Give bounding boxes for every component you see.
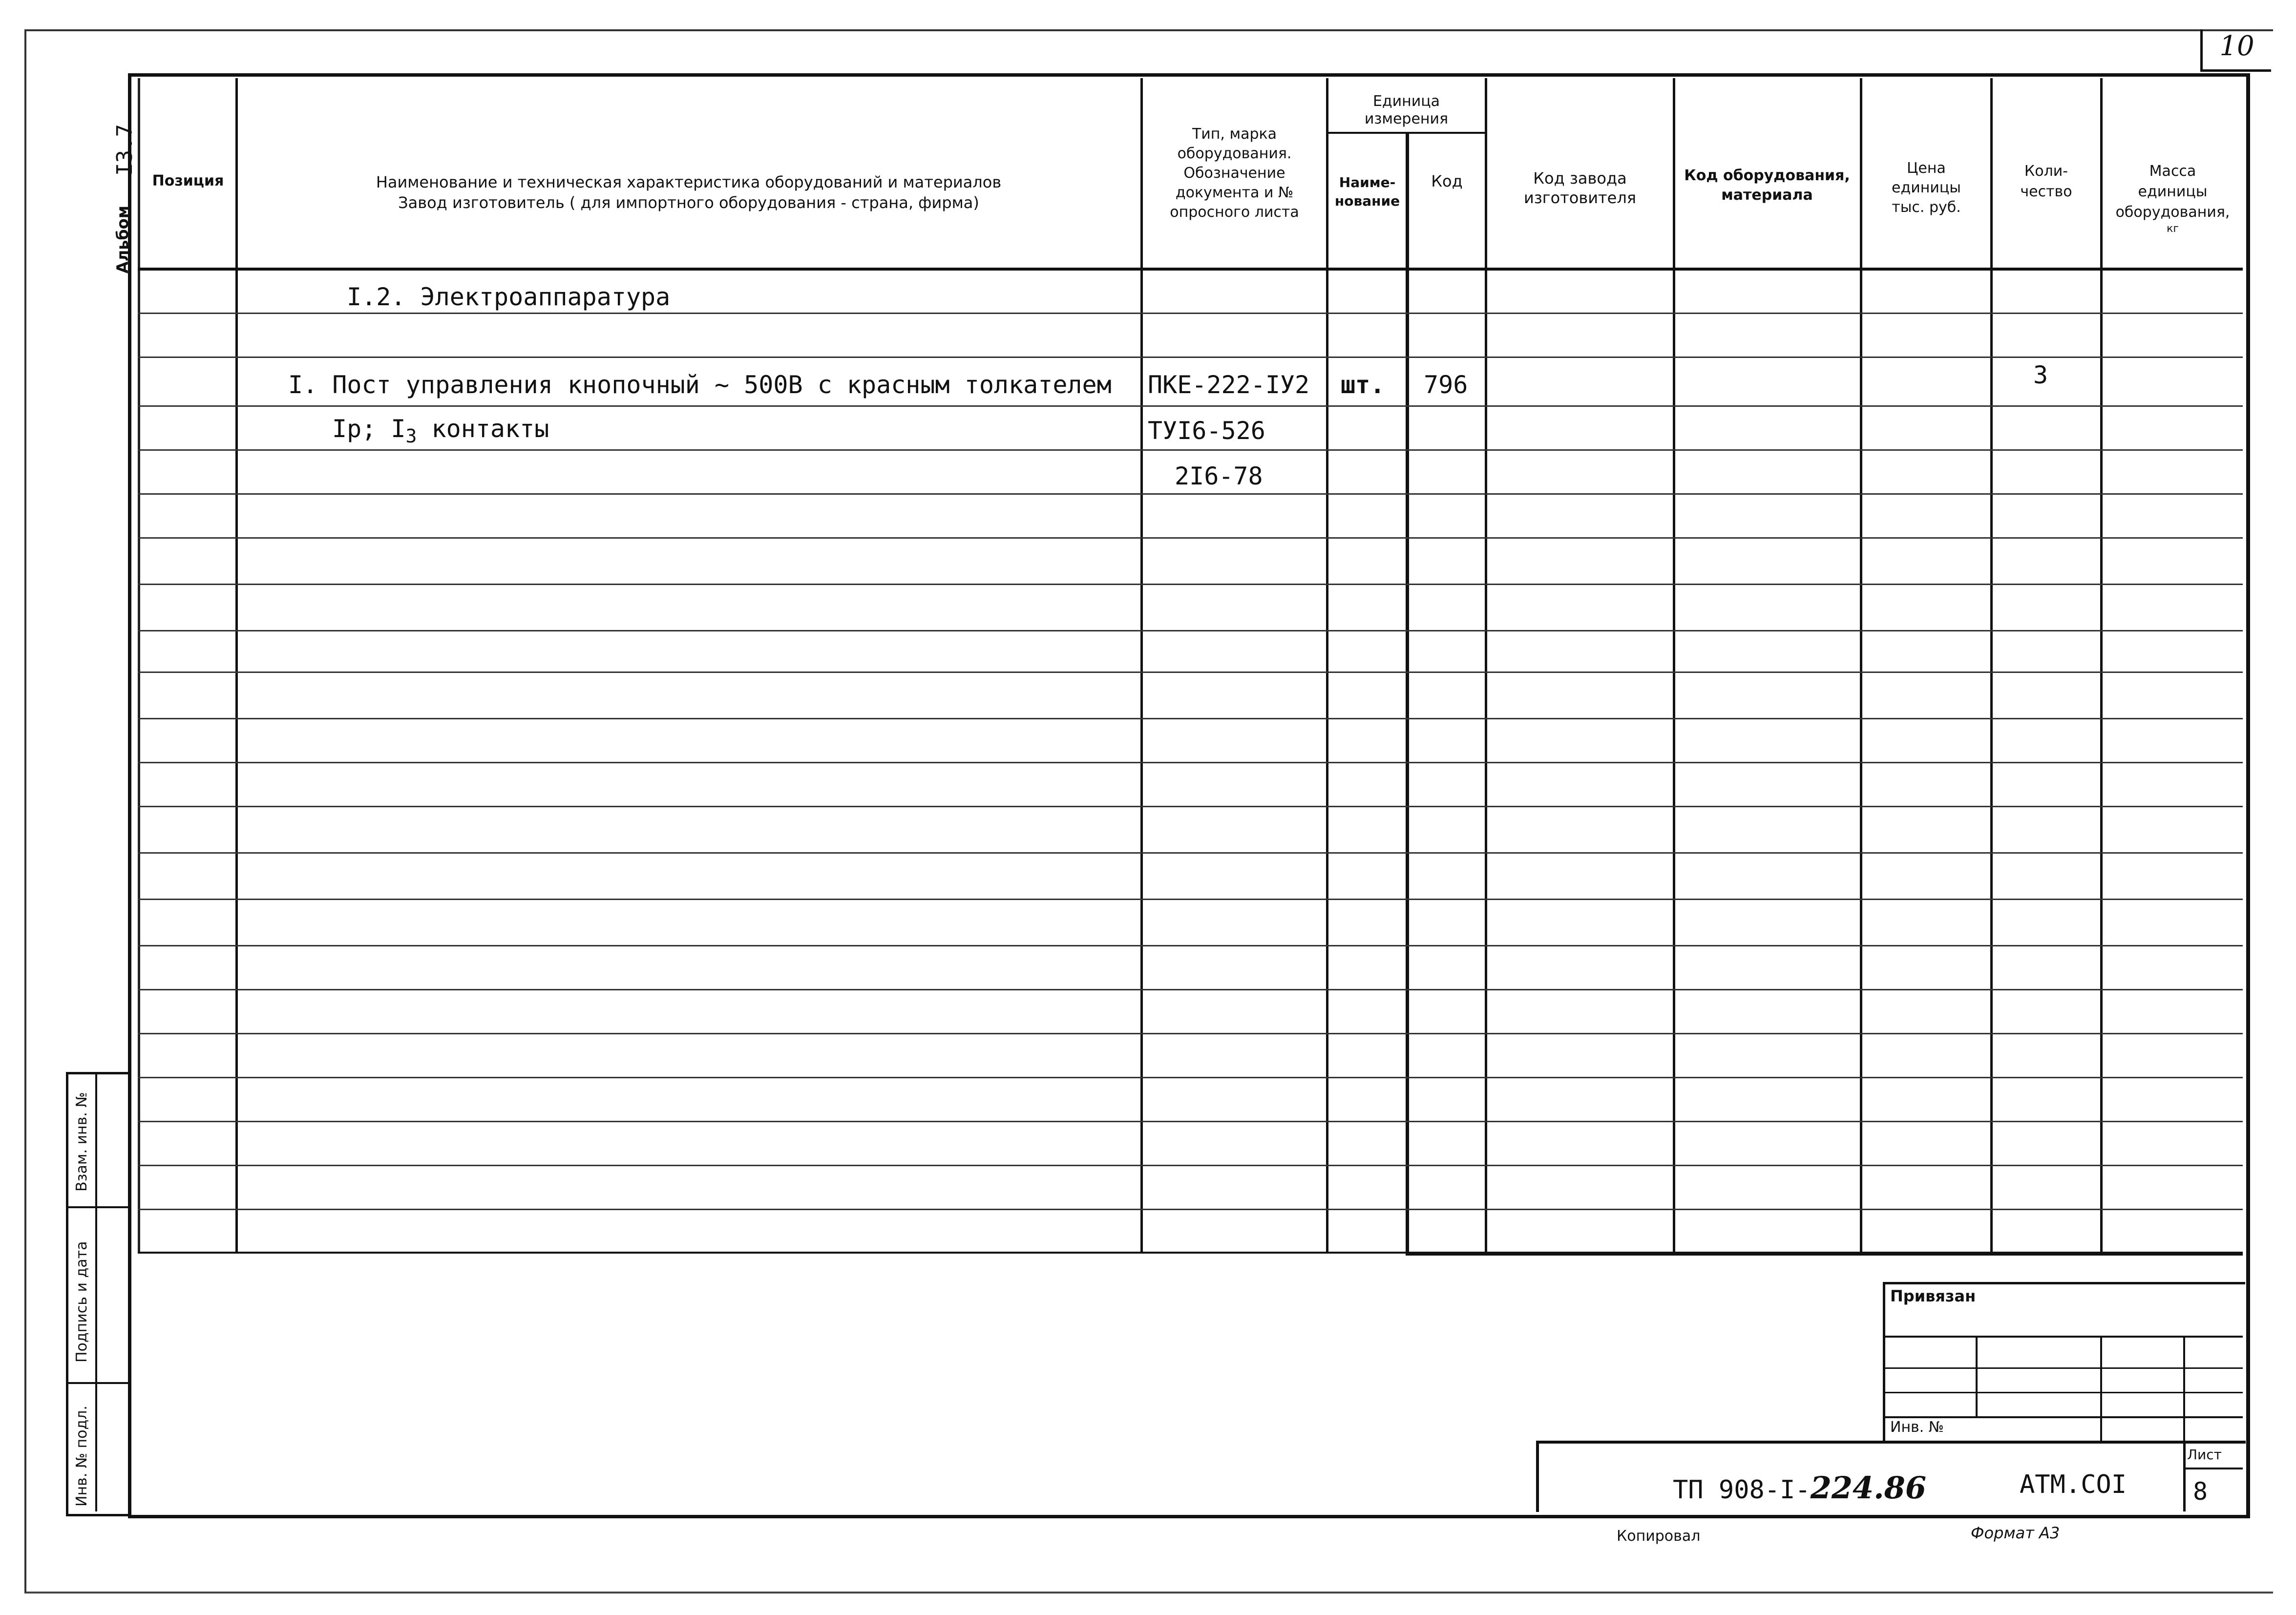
- side-podpis-label: Подпись и дата: [73, 1241, 90, 1363]
- header-type-line: документа и №: [1175, 184, 1294, 201]
- header-mass-line: Масса: [2149, 163, 2196, 180]
- item1-type: ПКЕ-222-IУ2: [1148, 371, 1310, 399]
- item1-name: I. Пост управления кнопочный ~ 500В с красным толкателем: [288, 371, 1112, 399]
- table-bottom-line: [138, 1252, 1408, 1254]
- header-mass-line: оборудования,: [2115, 204, 2230, 221]
- stamp-privyazan-label: Привязан: [1890, 1287, 1976, 1305]
- header-quantity-line: Коли-: [2024, 163, 2068, 180]
- header-price: [1863, 159, 1989, 217]
- stamp-doc-number-value: 224.86: [1810, 1470, 1927, 1506]
- corner-sheet-number: 10: [2219, 30, 2254, 62]
- col-line-4: [1406, 132, 1409, 1255]
- item1-tu: ТУI6-526: [1148, 417, 1265, 445]
- header-quantity-line: чество: [2020, 183, 2072, 200]
- item1-contacts-sub: З: [405, 425, 417, 447]
- section-title: I.2. Электроаппаратура: [347, 283, 671, 311]
- header-quantity: [1994, 161, 2099, 202]
- item1-contacts-suffix: контакты: [417, 415, 549, 443]
- item1-tu2: 2I6-78: [1175, 462, 1263, 490]
- stamp-line-2: [1883, 1367, 2243, 1369]
- header-price-line: Цена: [1907, 160, 1946, 177]
- header-unit-name-line: Наиме-: [1339, 174, 1396, 190]
- item1-qty: 3: [2033, 361, 2048, 389]
- stamp-doc-number: [1673, 1470, 1926, 1506]
- header-name-line2: Завод изготовитель ( для импортного оборудования - страна, фирма): [398, 193, 979, 212]
- item1-contacts-prefix: Iр; I: [332, 415, 406, 443]
- header-mass: [2103, 161, 2242, 235]
- header-factory-code: [1490, 168, 1670, 208]
- album-number: I3.7: [112, 124, 137, 176]
- side-stamp-line-1: [66, 1206, 128, 1208]
- side-stamp-divider: [95, 1072, 97, 1511]
- header-unit-group-line: измерения: [1364, 110, 1449, 127]
- stamp-line-4: [1883, 1416, 2243, 1418]
- footer-copied: Копировал: [1617, 1528, 1701, 1545]
- header-equipment-code-line: Код оборудования,: [1684, 167, 1850, 184]
- album-label: Альбом: [113, 206, 132, 273]
- stamp-sheet-number: 8: [2193, 1477, 2208, 1506]
- header-mass-line: кг: [2167, 223, 2179, 235]
- stamp-vline-1: [1976, 1336, 1978, 1416]
- item1-contacts: [332, 414, 549, 451]
- table-bottom-heavy: [1406, 1252, 2243, 1256]
- stamp-doc-prefix: ТП 908-I-: [1673, 1475, 1811, 1505]
- stamp-line-3: [1883, 1392, 2243, 1393]
- header-unit-group: [1329, 93, 1483, 128]
- item1-unit: шт.: [1341, 371, 1385, 399]
- side-vzam-label: Взам. инв. №: [73, 1092, 90, 1192]
- header-type: [1145, 125, 1324, 222]
- item1-code: 796: [1424, 371, 1468, 399]
- side-inv-label: Инв. № подл.: [73, 1405, 90, 1507]
- header-name: [244, 172, 1133, 213]
- header-factory-code-line: изготовителя: [1523, 189, 1637, 207]
- header-price-line: единицы: [1892, 179, 1961, 196]
- header-unit-group-line: Единица: [1372, 93, 1440, 110]
- stamp-sheet-label: Лист: [2187, 1447, 2222, 1463]
- stamp-sheet-line: [2183, 1468, 2243, 1469]
- header-type-line: Тип, марка: [1192, 126, 1277, 143]
- header-bottom-line: [138, 268, 2243, 271]
- footer-format: Формат А3: [1971, 1524, 2060, 1542]
- header-position: Позиция: [152, 172, 224, 189]
- header-equipment-code: [1676, 166, 1858, 205]
- header-type-line: опросного листа: [1170, 204, 1299, 221]
- header-price-line: тыс. руб.: [1892, 199, 1961, 216]
- stamp-doc-code: АТМ.СОI: [2020, 1470, 2127, 1499]
- header-unit-code: Код: [1431, 172, 1463, 190]
- stamp-vline-2: [2100, 1336, 2102, 1441]
- header-type-line: Обозначение: [1183, 165, 1285, 182]
- header-mass-line: единицы: [2138, 183, 2208, 200]
- header-equipment-code-line: материала: [1721, 187, 1813, 204]
- header-unit-name-line: нование: [1334, 193, 1400, 209]
- header-unit-name: [1329, 173, 1405, 210]
- header-factory-code-line: Код завода: [1533, 169, 1627, 188]
- stamp-line-1: [1883, 1336, 2243, 1338]
- side-stamp-line-2: [66, 1382, 128, 1384]
- unit-group-line: [1326, 132, 1485, 134]
- header-type-line: оборудования.: [1177, 145, 1292, 162]
- stamp-sheet-divider: [2183, 1441, 2186, 1511]
- header-name-line1: Наименование и техническая характеристика оборудований и материалов: [376, 173, 1002, 191]
- stamp-vline-3: [2183, 1336, 2185, 1441]
- stamp-inv-label: Инв. №: [1890, 1419, 1944, 1436]
